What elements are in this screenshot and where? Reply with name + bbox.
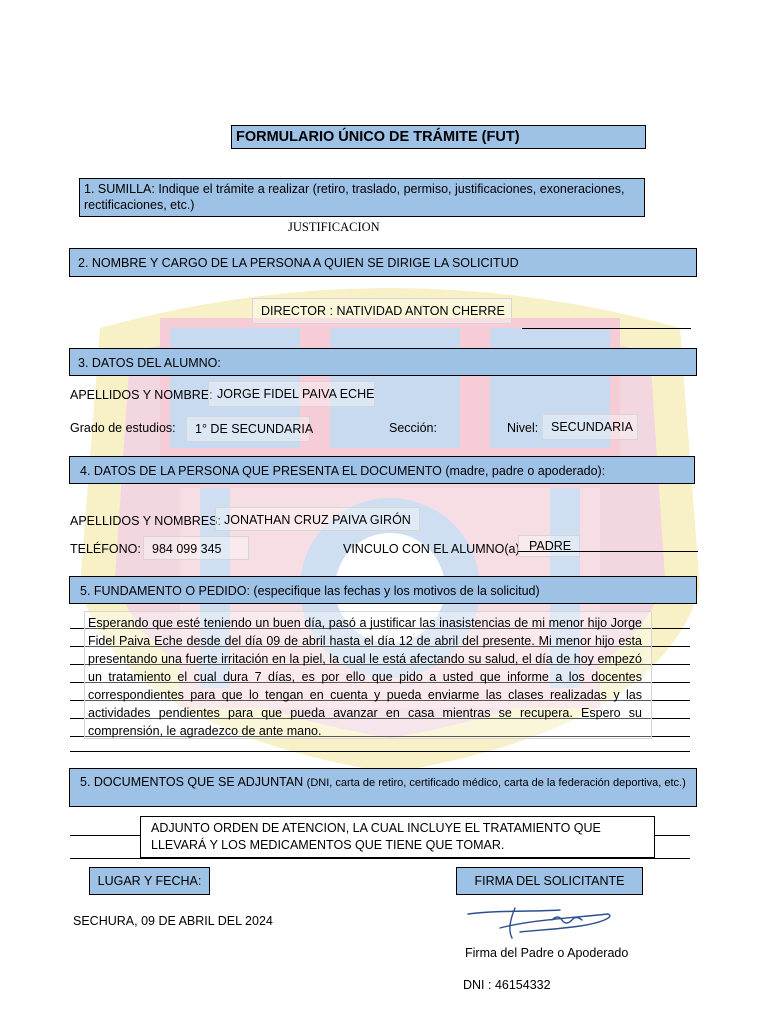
section-label: Sección:	[389, 421, 437, 435]
relation-underline	[518, 551, 698, 552]
signature-label: FIRMA DEL SOLICITANTE	[456, 867, 643, 895]
relation-label: VINCULO CON EL ALUMNO(a)	[343, 542, 520, 556]
presenter-name-value: JONATHAN CRUZ PAIVA GIRÓN	[215, 507, 420, 531]
request-body: Esperando que esté teniendo un buen día, pasó a justificar las inasistencias de mi menor hijo Jorge Fidel Paiva Eche desde del día 09 de abril hasta el día 12 de abril del presente. Mi menor hijo esta presentando una fuerte irritación en la piel, la cual le está afectando su salud, el día de hoy empezó un tratamiento el cual dura 7 días, es por ello que pido a usted que informe a los docentes correspondientes para que lo tengan en cuenta y pueda enviarme las clases realizadas y las actividades pendientes para que pueda avanzar en casa mientras se recupera. Espero su comprensión, le agradezco de ante mano.	[88, 616, 642, 738]
dni-value: DNI : 46154332	[463, 978, 551, 992]
place-date-label: LUGAR Y FECHA:	[89, 867, 210, 895]
grade-value: 1° DE SECUNDARIA	[186, 416, 310, 442]
signature-image	[460, 902, 620, 942]
recipient-underline	[522, 328, 691, 329]
recipient-value: DIRECTOR : NATIVIDAD ANTON CHERRE	[252, 298, 512, 324]
place-date-value: SECHURA, 09 DE ABRIL DEL 2024	[73, 914, 273, 928]
form-title: FORMULARIO ÚNICO DE TRÁMITE (FUT)	[231, 125, 646, 149]
phone-value: 984 099 345	[143, 536, 249, 560]
signature-caption: Firma del Padre o Apoderado	[465, 946, 629, 960]
sumilla-value: JUSTIFICACION	[288, 220, 380, 234]
grade-label: Grado de estudios:	[70, 421, 176, 435]
attachments-header	[69, 768, 697, 807]
relation-value: PADRE	[518, 535, 580, 557]
attachments-line-2	[70, 858, 690, 859]
request-header: 5. FUNDAMENTO O PEDIDO: (especifique las fechas y los motivos de la solicitud)	[69, 576, 697, 604]
attachments-header-main: 5. DOCUMENTOS QUE SE ADJUNTAN	[80, 775, 304, 789]
student-name-value: JORGE FIDEL PAIVA ECHE	[208, 381, 375, 407]
student-data-header: 3. DATOS DEL ALUMNO:	[69, 348, 697, 376]
attachments-header-small: (DNI, carta de retiro, certificado médico, carta de la federación deportiva, etc.)	[306, 777, 686, 789]
level-value: SECUNDARIA	[542, 414, 638, 440]
level-label: Nivel:	[507, 421, 539, 435]
presenter-data-header: 4. DATOS DE LA PERSONA QUE PRESENTA EL DOCUMENTO (madre, padre o apoderado):	[69, 456, 695, 484]
phone-label: TELÉFONO:	[70, 542, 141, 556]
student-name-label: APELLIDOS Y NOMBRE:	[70, 388, 213, 402]
attachments-body: ADJUNTO ORDEN DE ATENCION, LA CUAL INCLUYE EL TRATAMIENTO QUE LLEVARÁ Y LOS MEDICAMENTOS QUE TIENE QUE TOMAR.	[140, 816, 655, 858]
recipient-header: 2. NOMBRE Y CARGO DE LA PERSONA A QUIEN SE DIRIGE LA SOLICITUD	[69, 248, 697, 277]
sumilla-header: 1. SUMILLA: Indique el trámite a realizar (retiro, traslado, permiso, justificaciones, exoneraciones, rectificaciones, etc.)	[79, 178, 645, 217]
presenter-name-label: APELLIDOS Y NOMBRES:	[70, 514, 221, 528]
